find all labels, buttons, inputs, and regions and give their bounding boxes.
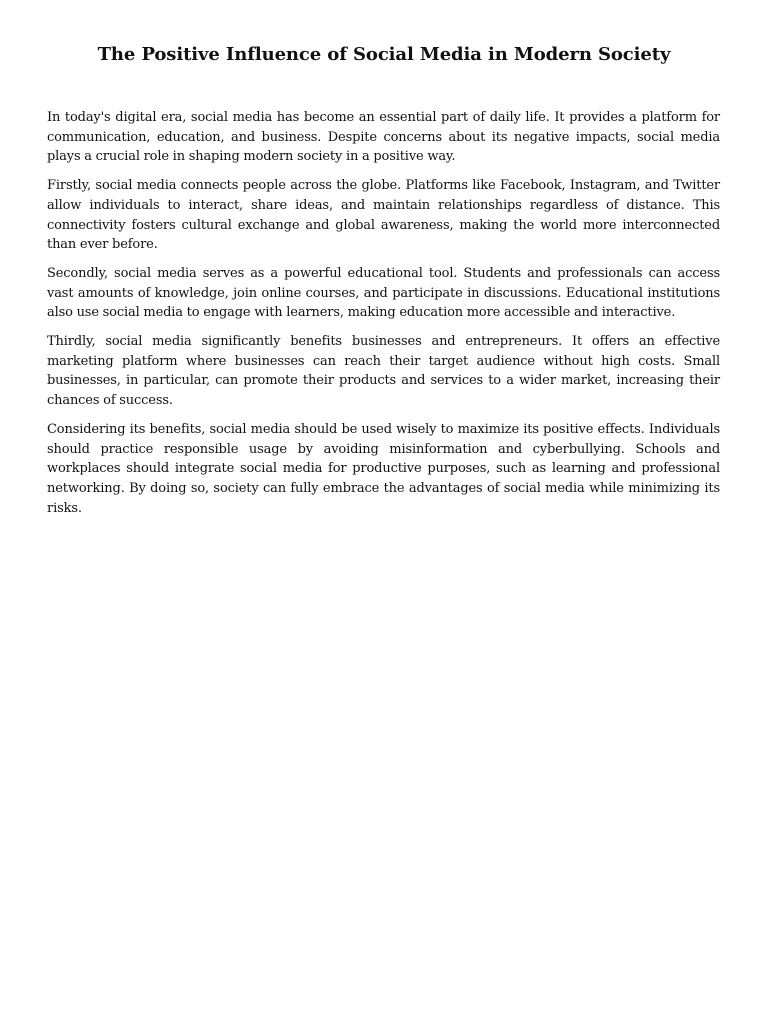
paragraph-education: Secondly, social media serves as a powerful educational tool. Students and professionals can access vast amounts of knowledge, join online courses, and participate in discussions. Educational institutions also use social media to engage with learners, making education more accessible and interactive. bbox=[47, 265, 720, 321]
paragraph-connecting-people: Firstly, social media connects people across the globe. Platforms like Facebook, Instagram, and Twitter allow individuals to interact, share ideas, and maintain relationships regardless of distance. This connectivity fosters cultural exchange and global awareness, making the world more interconnected than ever before. bbox=[47, 178, 720, 253]
paragraph-conclusion: Considering its benefits, social media should be used wisely to maximize its positive effects. Individuals should practice responsible usage by avoiding misinformation and cyberbullying. Schools and workplaces should integrate social media for productive purposes, such as learning and professional networking. By doing so, society can fully embrace the advantages of social media while minimizing its risks. bbox=[47, 421, 720, 516]
paragraph-business: Thirdly, social media significantly benefits businesses and entrepreneurs. It offers an effective marketing platform where businesses can reach their target audience without high costs. Small businesses, in particular, can promote their products and services to a wider market, increasing their chances of success. bbox=[47, 334, 720, 409]
document-title: The Positive Influence of Social Media in Modern Society bbox=[97, 44, 671, 65]
paragraph-introduction: In today's digital era, social media has become an essential part of daily life. It provides a platform for communication, education, and business. Despite concerns about its negative impacts, social media plays a crucial role in shaping modern society in a positive way. bbox=[47, 110, 720, 165]
document-body bbox=[47, 108, 720, 527]
